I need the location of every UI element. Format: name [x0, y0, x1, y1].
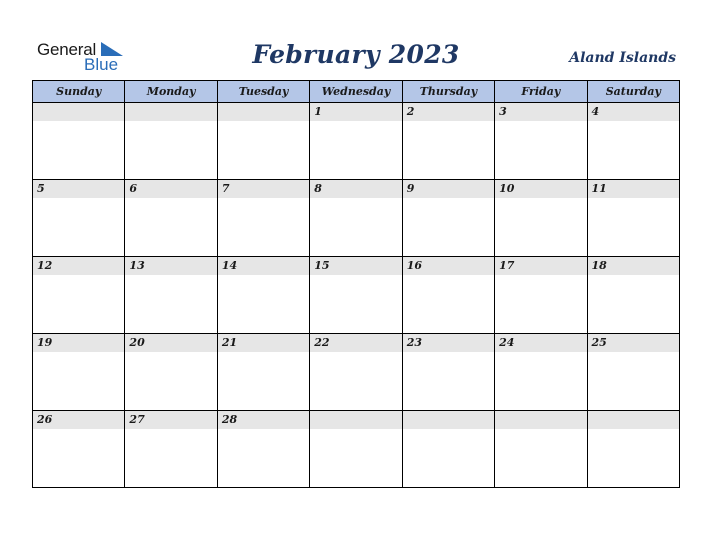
day-cell — [310, 411, 402, 488]
weekday-header-row — [33, 81, 680, 103]
day-cell — [310, 257, 402, 334]
day-cell — [495, 257, 587, 334]
day-cell — [402, 411, 494, 488]
day-cell — [33, 103, 125, 180]
day-number — [310, 411, 401, 429]
day-cell — [587, 180, 679, 257]
day-number — [218, 103, 309, 121]
day-cell — [125, 103, 217, 180]
day-number: 5 — [33, 180, 124, 198]
day-cell — [310, 103, 402, 180]
week-row — [33, 180, 680, 257]
country-name: Aland Islands — [569, 50, 676, 66]
day-cell — [125, 334, 217, 411]
day-cell — [310, 180, 402, 257]
day-number: 14 — [218, 257, 309, 275]
weekday-saturday: Saturday — [587, 81, 679, 103]
page-title: February 2023 — [252, 40, 460, 69]
day-number: 6 — [125, 180, 216, 198]
day-cell — [217, 180, 309, 257]
day-number: 23 — [403, 334, 494, 352]
day-cell — [125, 411, 217, 488]
day-number: 26 — [33, 411, 124, 429]
weekday-tuesday: Tuesday — [217, 81, 309, 103]
day-number: 18 — [588, 257, 679, 275]
day-cell — [587, 103, 679, 180]
day-cell — [587, 257, 679, 334]
day-cell — [495, 411, 587, 488]
day-cell — [33, 411, 125, 488]
day-number: 27 — [125, 411, 216, 429]
day-number — [403, 411, 494, 429]
weekday-thursday: Thursday — [402, 81, 494, 103]
day-number: 20 — [125, 334, 216, 352]
day-number: 21 — [218, 334, 309, 352]
day-number: 24 — [495, 334, 586, 352]
weekday-monday: Monday — [125, 81, 217, 103]
day-cell — [217, 334, 309, 411]
day-cell — [310, 334, 402, 411]
day-number: 16 — [403, 257, 494, 275]
day-cell — [587, 334, 679, 411]
weekday-wednesday: Wednesday — [310, 81, 402, 103]
day-cell — [33, 334, 125, 411]
day-number — [588, 411, 679, 429]
day-cell — [495, 103, 587, 180]
day-cell — [495, 334, 587, 411]
logo-text-general: General — [37, 40, 97, 59]
day-number — [33, 103, 124, 121]
day-number — [495, 411, 586, 429]
day-number: 15 — [310, 257, 401, 275]
day-number: 3 — [495, 103, 586, 121]
day-number: 9 — [403, 180, 494, 198]
day-cell — [587, 411, 679, 488]
day-number: 10 — [495, 180, 586, 198]
day-cell — [402, 334, 494, 411]
day-number: 7 — [218, 180, 309, 198]
weekday-friday: Friday — [495, 81, 587, 103]
day-number: 22 — [310, 334, 401, 352]
day-cell — [402, 103, 494, 180]
day-cell — [33, 180, 125, 257]
day-number: 17 — [495, 257, 586, 275]
day-number: 12 — [33, 257, 124, 275]
day-cell — [402, 180, 494, 257]
day-number: 11 — [588, 180, 679, 198]
logo-text-blue: Blue — [84, 55, 119, 74]
day-number: 28 — [218, 411, 309, 429]
day-cell — [217, 257, 309, 334]
day-number: 1 — [310, 103, 401, 121]
calendar-grid — [32, 80, 680, 488]
week-row — [33, 257, 680, 334]
day-number: 4 — [588, 103, 679, 121]
week-row — [33, 103, 680, 180]
day-cell — [217, 411, 309, 488]
day-cell — [33, 257, 125, 334]
day-cell — [217, 103, 309, 180]
day-number: 8 — [310, 180, 401, 198]
week-row — [33, 411, 680, 488]
day-number: 13 — [125, 257, 216, 275]
day-cell — [125, 257, 217, 334]
day-number: 19 — [33, 334, 124, 352]
day-number: 2 — [403, 103, 494, 121]
day-cell — [402, 257, 494, 334]
weekday-sunday: Sunday — [33, 81, 125, 103]
day-cell — [125, 180, 217, 257]
day-number — [125, 103, 216, 121]
day-cell — [495, 180, 587, 257]
day-number: 25 — [588, 334, 679, 352]
week-row — [33, 334, 680, 411]
